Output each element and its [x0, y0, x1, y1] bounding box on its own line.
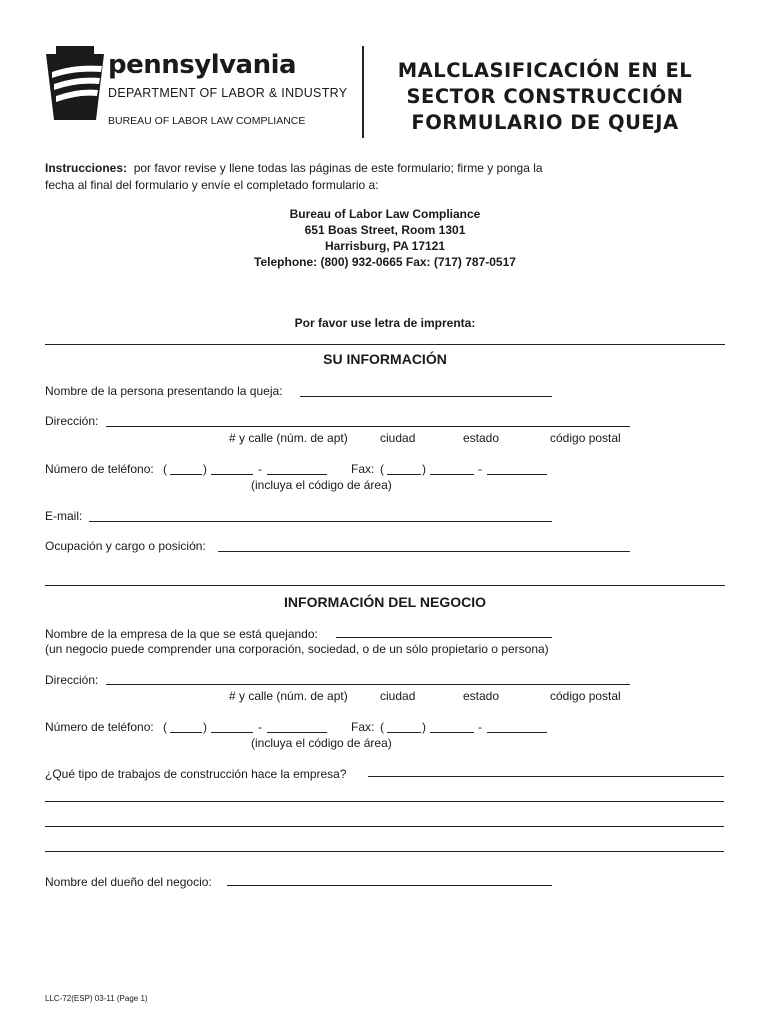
fax-prefix-field[interactable] [430, 474, 474, 475]
business-phone-dash: - [258, 720, 262, 734]
fax-paren-close: ) [422, 462, 426, 476]
complainant-name-field[interactable] [300, 396, 552, 397]
fax-label: Fax: [351, 462, 375, 476]
phone-paren-open: ( [163, 462, 167, 476]
title-line-1: MALCLASIFICACIÓN EN EL [397, 59, 693, 82]
section-2-title: INFORMACIÓN DEL NEGOCIO [284, 594, 486, 610]
logo-wordmark: pennsylvania [108, 50, 297, 80]
work-type-label: ¿Qué tipo de trabajos de construcción hace la empresa? [45, 767, 347, 781]
work-type-field[interactable] [368, 776, 724, 777]
instructions-text: por favor revise y llene todas las páginas de este formulario; firme y ponga la fecha al final del formulario y envíe el completado formulario a: [45, 161, 543, 192]
company-note: (un negocio puede comprender una corporación, sociedad, o de un sólo propietario o persona) [45, 642, 549, 656]
business-phone-area-code-field[interactable] [170, 732, 202, 733]
business-address-field[interactable] [106, 684, 630, 685]
street-sublabel: # y calle (núm. de apt) [229, 431, 348, 445]
work-type-line-4[interactable] [45, 851, 724, 852]
title-line-3: FORMULARIO DE QUEJA [411, 111, 679, 134]
header-divider [362, 46, 364, 138]
section-1-title: SU INFORMACIÓN [323, 351, 447, 367]
phone-paren-close: ) [203, 462, 207, 476]
address-label: Dirección: [45, 414, 99, 428]
business-street-sublabel: # y calle (núm. de apt) [229, 689, 348, 703]
occupation-label: Ocupación y cargo o posición: [45, 539, 206, 553]
city-sublabel: ciudad [380, 431, 416, 445]
fax-number-field[interactable] [487, 474, 547, 475]
occupation-field[interactable] [218, 551, 630, 552]
address-line-1: Bureau of Labor Law Compliance [289, 207, 481, 221]
business-phone-label: Número de teléfono: [45, 720, 154, 734]
address-field[interactable] [106, 426, 630, 427]
print-note: Por favor use letra de imprenta: [294, 316, 476, 330]
section-1-rule [45, 344, 725, 345]
business-city-sublabel: ciudad [380, 689, 416, 703]
section-2-rule [45, 585, 725, 586]
department-name: DEPARTMENT OF LABOR & INDUSTRY [108, 86, 348, 100]
business-phone-paren-open: ( [163, 720, 167, 734]
business-fax-label: Fax: [351, 720, 375, 734]
business-area-code-note: (incluya el código de área) [251, 736, 392, 750]
phone-number-field[interactable] [267, 474, 327, 475]
fax-area-code-field[interactable] [387, 474, 421, 475]
state-sublabel: estado [463, 431, 500, 445]
business-fax-prefix-field[interactable] [430, 732, 474, 733]
company-name-label: Nombre de la empresa de la que se está quejando: [45, 627, 318, 641]
business-state-sublabel: estado [463, 689, 500, 703]
business-fax-paren-open: ( [380, 720, 384, 734]
address-line-4: Telephone: (800) 932-0665 Fax: (717) 787-0517 [254, 255, 516, 269]
area-code-note: (incluya el código de área) [251, 478, 392, 492]
business-zip-sublabel: código postal [550, 689, 621, 703]
complainant-name-label: Nombre de la persona presentando la queja: [45, 384, 283, 398]
email-label: E-mail: [45, 509, 83, 523]
business-address-label: Dirección: [45, 673, 99, 687]
zip-sublabel: código postal [550, 431, 621, 445]
owner-name-label: Nombre del dueño del negocio: [45, 875, 212, 889]
business-fax-paren-close: ) [422, 720, 426, 734]
phone-area-code-field[interactable] [170, 474, 202, 475]
phone-dash: - [258, 462, 262, 476]
business-phone-paren-close: ) [203, 720, 207, 734]
fax-dash: - [478, 462, 482, 476]
keystone-logo-icon [44, 44, 106, 122]
form-title [380, 58, 710, 136]
work-type-line-2[interactable] [45, 801, 724, 802]
instructions-label: Instrucciones: [45, 161, 128, 175]
business-phone-prefix-field[interactable] [211, 732, 253, 733]
bureau-name: BUREAU OF LABOR LAW COMPLIANCE [108, 115, 306, 127]
address-line-3: Harrisburg, PA 17121 [324, 239, 446, 253]
work-type-line-3[interactable] [45, 826, 724, 827]
instructions [45, 160, 565, 194]
business-fax-number-field[interactable] [487, 732, 547, 733]
address-line-2: 651 Boas Street, Room 1301 [304, 223, 466, 237]
form-footer: LLC-72(ESP) 03-11 (Page 1) [45, 994, 148, 1003]
fax-paren-open: ( [380, 462, 384, 476]
owner-name-field[interactable] [227, 885, 552, 886]
company-name-field[interactable] [336, 637, 552, 638]
business-fax-area-code-field[interactable] [387, 732, 421, 733]
business-phone-number-field[interactable] [267, 732, 327, 733]
business-fax-dash: - [478, 720, 482, 734]
phone-label: Número de teléfono: [45, 462, 154, 476]
email-field[interactable] [89, 521, 552, 522]
phone-prefix-field[interactable] [211, 474, 253, 475]
title-line-2: SECTOR CONSTRUCCIÓN [406, 85, 684, 108]
